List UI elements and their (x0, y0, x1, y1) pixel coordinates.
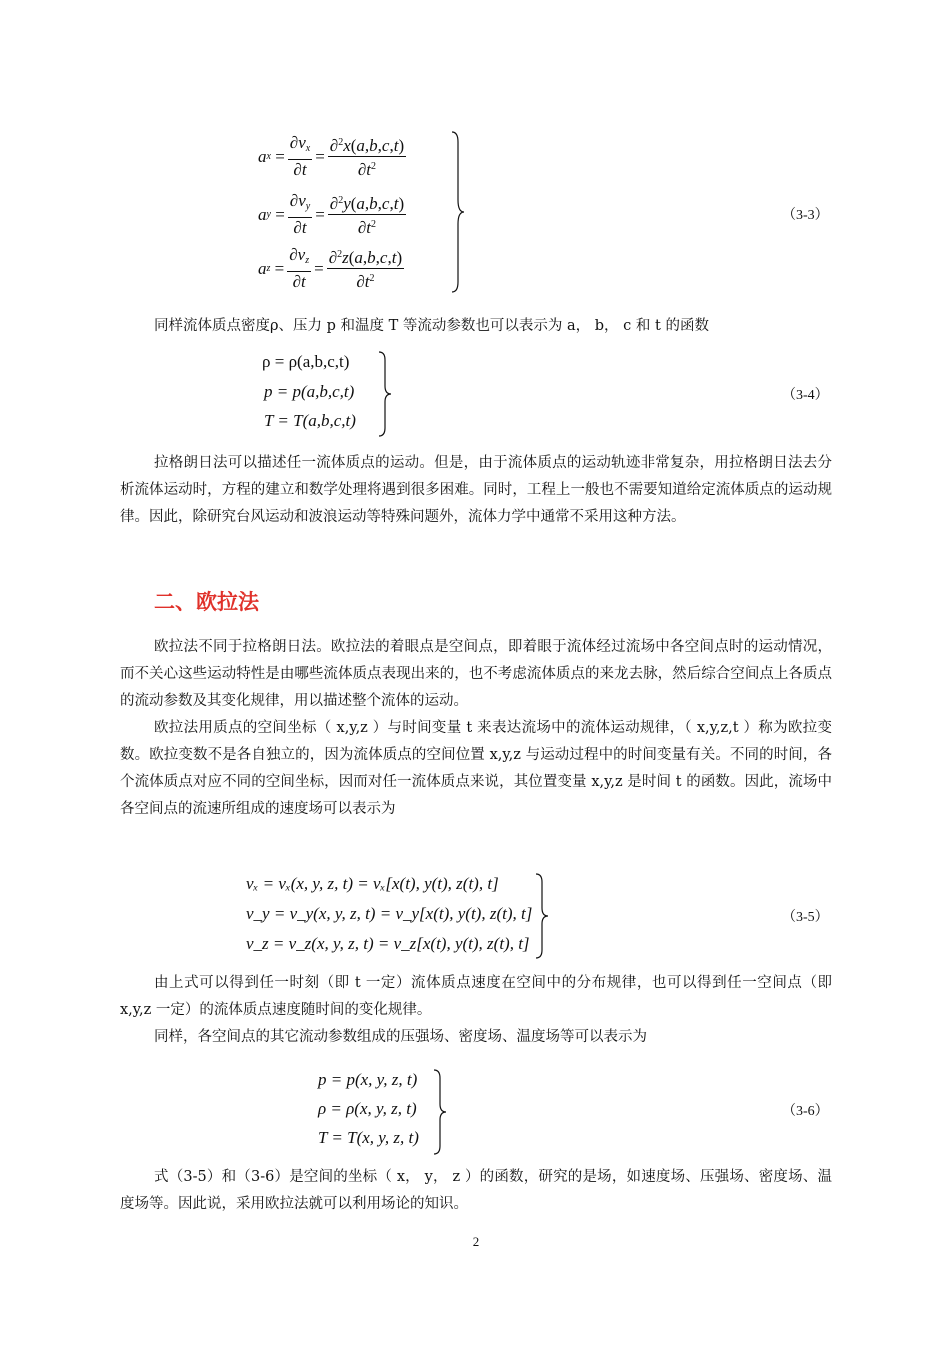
paragraph-lagrange: 拉格朗日法可以描述任一流体质点的运动。但是，由于流体质点的运动轨迹非常复杂，用拉格朗日法去分析流体运动时，方程的建立和数学处理将遇到很多困难。同时，工程上一般也不需要知道给定流体质点的运动规律。因此，除研究台风运动和波浪运动等特殊问题外，流体力学中通常不采用这种方法。 (120, 455, 832, 525)
equation-row: p = p(a,b,c,t) (264, 382, 355, 401)
paragraph-params: 同样流体质点密度ρ、压力 p 和温度 T 等流动参数也可以表示为 a， b， c 和 t 的函数 (154, 318, 709, 334)
equation-row: a x = $\frac{\partial v_x}{\partial t}$ = $\frac{\partial^2x(a,b,c,t)}{\partial t^2}$ (258, 133, 405, 179)
equation-row: a y = $\frac{\partial v_y}{\partial t}$ = $\frac{\partial^2y(a,b,c,t)}{\partial t^2}$ (258, 191, 405, 237)
equation-number: （3-5） (782, 910, 829, 925)
right-brace (450, 130, 466, 294)
section-heading: 二、欧拉法 (154, 589, 259, 614)
paragraph-after-3-5: 由上式可以得到任一时刻（即 t 一定）流体质点速度在空间中的分布规律，也可以得到任一空间点（即 x,y,z 一定）的流体质点速度随时间的变化规律。 (120, 975, 832, 1018)
equation-number: （3-4） (782, 388, 829, 403)
paragraph-other-fields: 同样，各空间点的其它流动参数组成的压强场、密度场、温度场等可以表示为 (154, 1029, 647, 1045)
equation-row: T = T(x, y, z, t) (318, 1128, 419, 1147)
page-number: 2 (472, 1234, 480, 1249)
equation-number: （3-3） (782, 208, 829, 223)
equation-row: v_z = v_z(x, y, z, t) = v_z[x(t), y(t), z(t), t] (246, 934, 530, 953)
equation-row: a z = $\frac{\partial v_z}{\partial t}$ = $\frac{\partial^2z(a,b,c,t)}{\partial t^2}$ (258, 245, 403, 291)
right-brace (534, 872, 550, 960)
paragraph-euler-variables: 欧拉法用质点的空间坐标（ x,y,z ）与时间变量 t 来表达流场中的流体运动规律，（ x,y,z,t ）称为欧拉变数。欧拉变数不是各自独立的，因为流体质点的空间位置 x,y,z 与运动过程中的时间变量有关。不同的时间，各个流体质点对应不同的空间坐标，因而对任一流体质点来说，其位置变量 x,y,z 是时间 t 的函数。因此，流场中各空间点的流速所组成的速度场可以表示为 (120, 720, 832, 817)
equation-row: vₓ = vₓ(x, y, z, t) = vₓ[x(t), y(t), z(t), t] (246, 874, 499, 893)
equation-number: （3-6） (782, 1104, 829, 1119)
paragraph-euler-intro: 欧拉法不同于拉格朗日法。欧拉法的着眼点是空间点，即着眼于流体经过流场中各空间点时的运动情况，而不关心这些运动特性是由哪些流体质点表现出来的，也不考虑流体质点的来龙去脉，然后综合空间点上各质点的流动参数及其变化规律，用以描述整个流体的运动。 (120, 639, 832, 709)
equation-row: ρ = ρ(a,b,c,t) (262, 352, 350, 371)
equation-row: T = T(a,b,c,t) (264, 411, 356, 430)
equation-row: v_y = v_y(x, y, z, t) = v_y[x(t), y(t), z(t), t] (246, 904, 533, 923)
equation-row: ρ = ρ(x, y, z, t) (318, 1099, 417, 1118)
equation-row: p = p(x, y, z, t) (318, 1070, 418, 1089)
right-brace (432, 1068, 448, 1156)
paragraph-final: 式（3-5）和（3-6）是空间的坐标（ x， y， z ）的函数，研究的是场，如速度场、压强场、密度场、温度场等。因此说，采用欧拉法就可以利用场论的知识。 (120, 1169, 832, 1212)
right-brace (377, 350, 393, 438)
